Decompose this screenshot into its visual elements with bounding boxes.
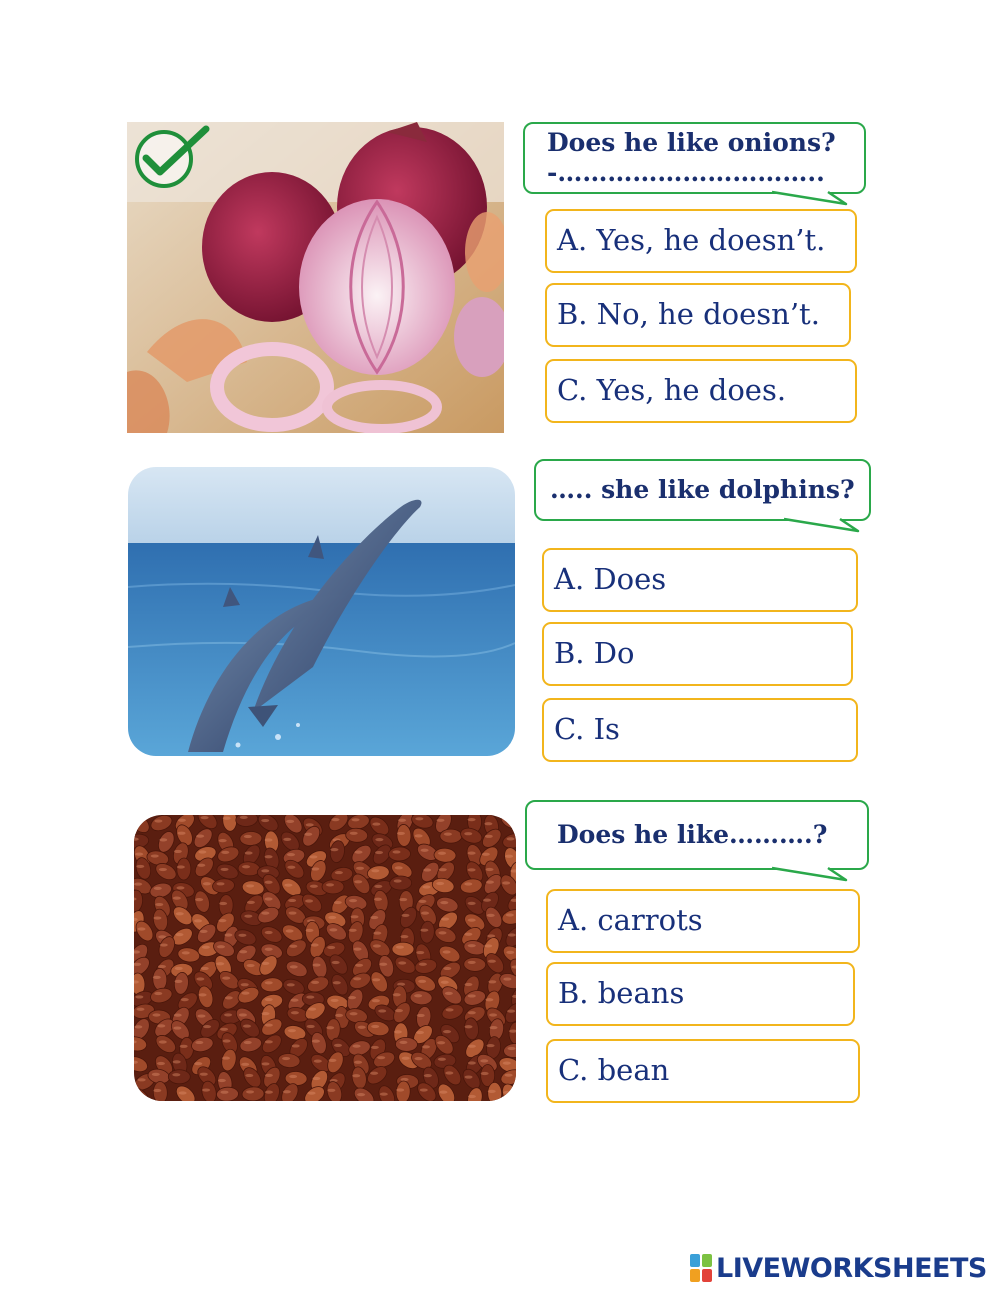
question-2-option-b[interactable]: B. Do: [542, 622, 853, 686]
question-2-prompt: [534, 459, 871, 521]
question-1-blank: -…………………………..: [547, 158, 825, 187]
question-1-option-b[interactable]: B. No, he doesn’t.: [545, 283, 851, 347]
question-2-option-c[interactable]: C. Is: [542, 698, 858, 762]
brand-name: LIVEWORKSHEETS: [716, 1252, 987, 1284]
beans-image: [134, 815, 516, 1101]
dolphins-image: [128, 467, 515, 756]
check-circle-icon: [132, 125, 210, 189]
question-3-text: Does he like……….?: [557, 820, 828, 849]
question-3-bubble-tail: [770, 866, 850, 884]
question-3-option-b[interactable]: B. beans: [546, 962, 855, 1026]
question-1-prompt: [523, 122, 866, 194]
question-3-option-c[interactable]: C. bean: [546, 1039, 860, 1103]
question-1-text: Does he like onions?: [547, 128, 836, 157]
liveworksheets-logo: [690, 1252, 987, 1284]
question-2-bubble-tail: [782, 517, 862, 535]
liveworksheets-mark-icon: [690, 1254, 712, 1282]
question-1-option-a[interactable]: A. Yes, he doesn’t.: [545, 209, 857, 273]
question-1-option-c[interactable]: C. Yes, he does.: [545, 359, 857, 423]
question-1-bubble-tail: [770, 190, 850, 208]
question-2-option-a[interactable]: A. Does: [542, 548, 858, 612]
question-3-option-a[interactable]: A. carrots: [546, 889, 860, 953]
question-3-prompt: [525, 800, 869, 870]
question-2-text: ….. she like dolphins?: [550, 475, 855, 504]
